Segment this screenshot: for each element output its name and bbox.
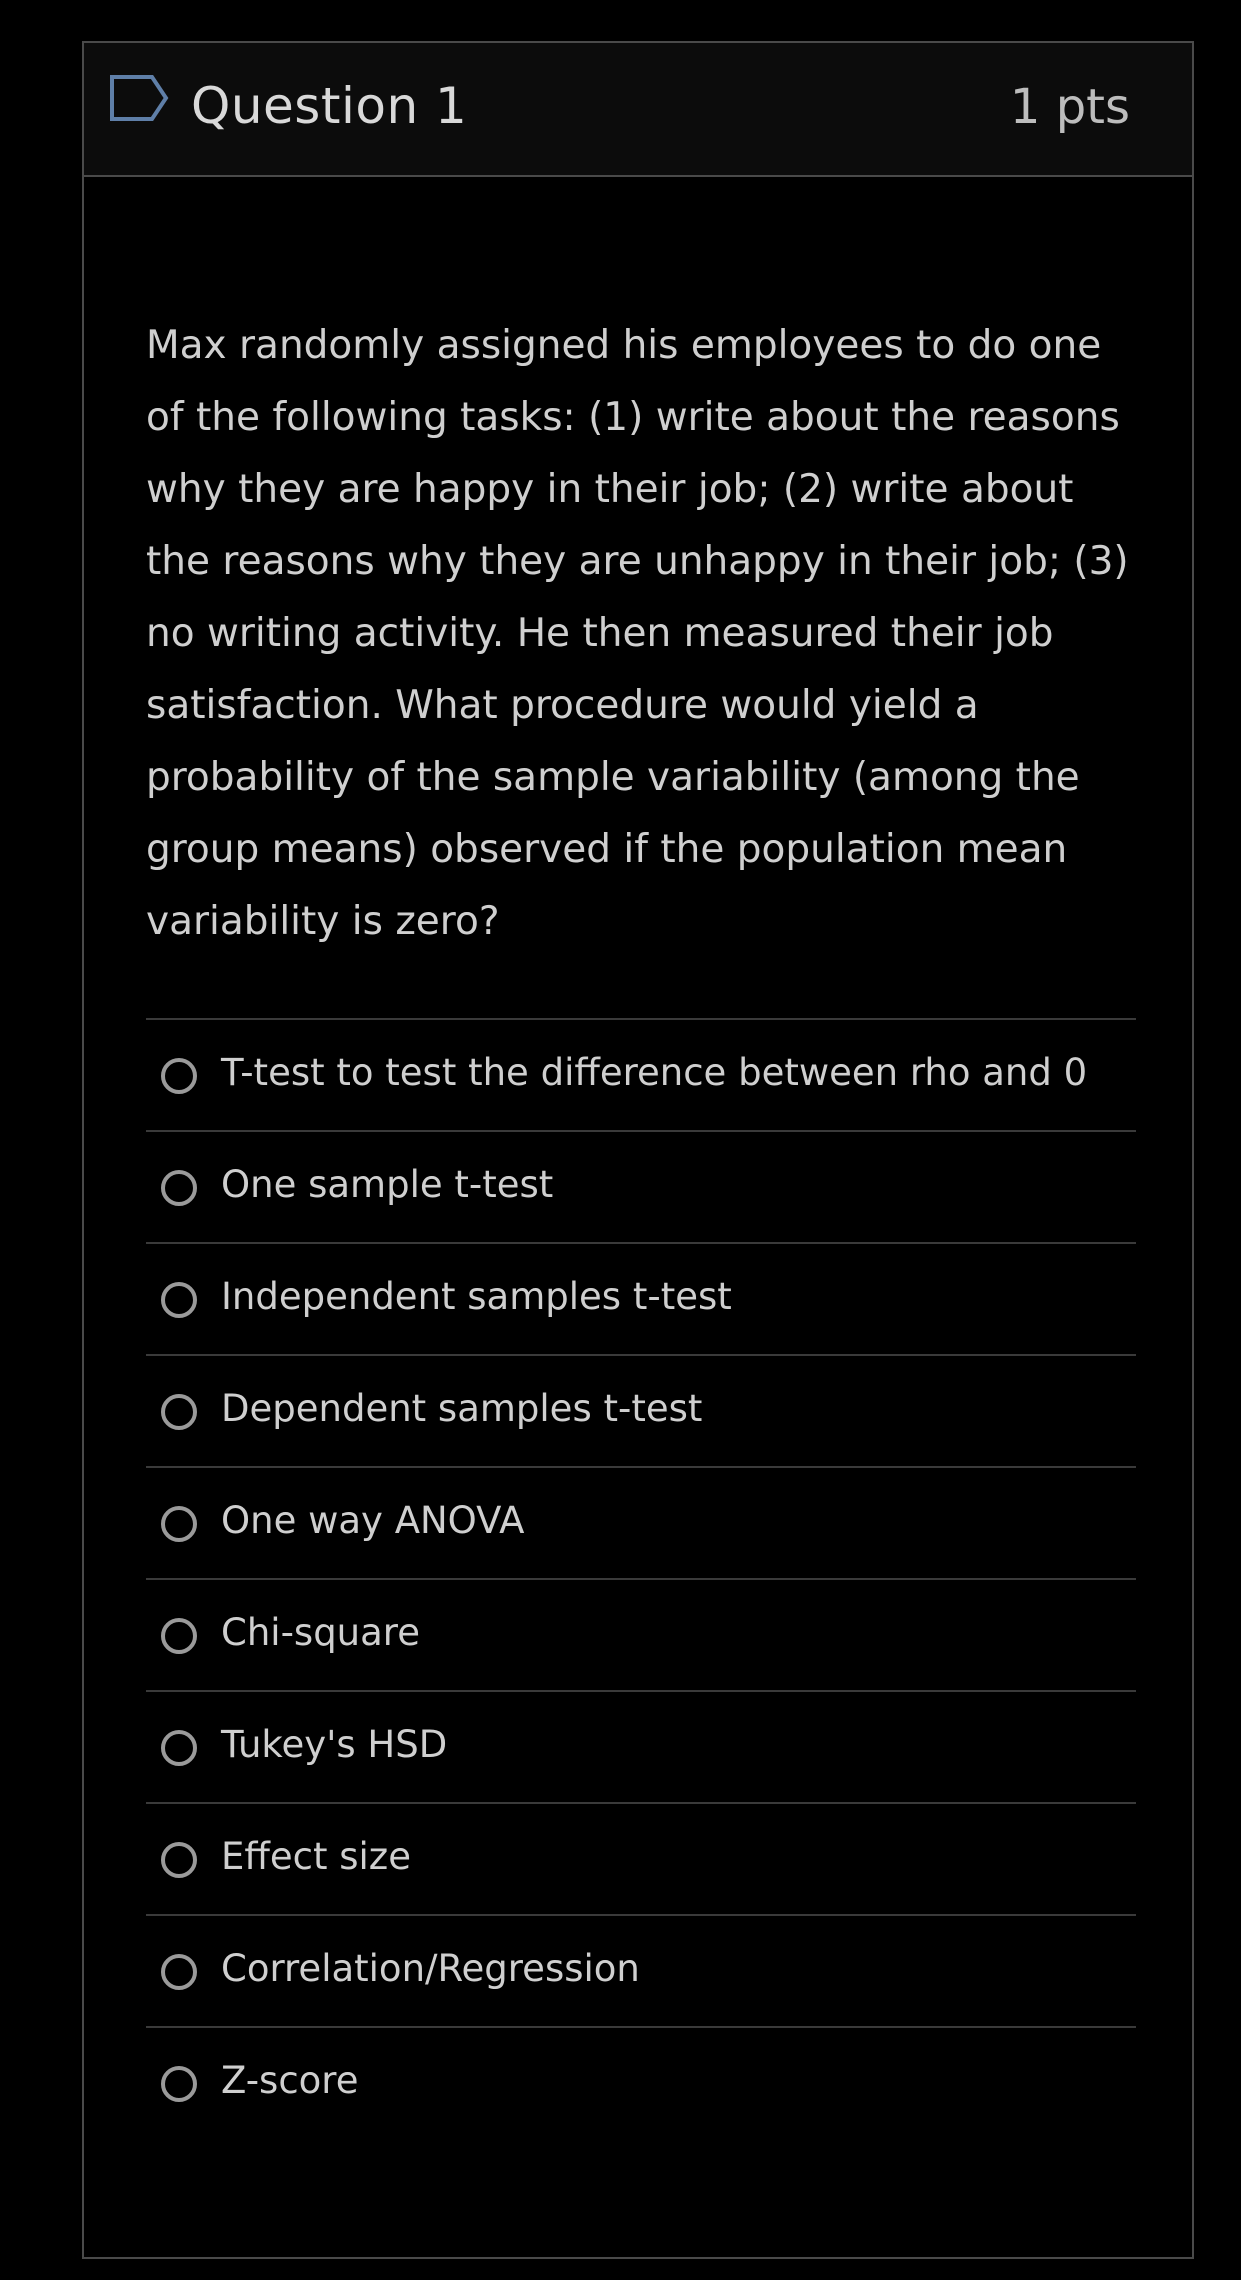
- answer-label[interactable]: One sample t-test: [221, 1163, 554, 1206]
- radio-button[interactable]: [161, 1730, 197, 1766]
- radio-button[interactable]: [161, 1618, 197, 1654]
- answer-label[interactable]: Effect size: [221, 1835, 411, 1878]
- answer-option[interactable]: [146, 1580, 1136, 1692]
- radio-button[interactable]: [161, 2066, 197, 2102]
- answer-option[interactable]: [146, 1468, 1136, 1580]
- question-title: Question 1: [191, 77, 468, 135]
- flag-icon[interactable]: [108, 73, 172, 123]
- answer-option[interactable]: [146, 1692, 1136, 1804]
- radio-button[interactable]: [161, 1954, 197, 1990]
- radio-button[interactable]: [161, 1842, 197, 1878]
- answer-label[interactable]: Z-score: [221, 2059, 359, 2102]
- answer-label[interactable]: Correlation/Regression: [221, 1947, 640, 1990]
- answer-label[interactable]: Tukey's HSD: [221, 1723, 448, 1766]
- answer-label[interactable]: One way ANOVA: [221, 1499, 525, 1542]
- radio-button[interactable]: [161, 1506, 197, 1542]
- radio-button[interactable]: [161, 1058, 197, 1094]
- answer-label[interactable]: Independent samples t-test: [221, 1275, 732, 1318]
- radio-button[interactable]: [161, 1394, 197, 1430]
- answer-option[interactable]: [146, 2028, 1136, 2140]
- question-card: [82, 41, 1194, 2259]
- radio-button[interactable]: [161, 1170, 197, 1206]
- answer-list: [146, 1018, 1136, 2140]
- answer-label[interactable]: Chi-square: [221, 1611, 420, 1654]
- radio-button[interactable]: [161, 1282, 197, 1318]
- answer-option[interactable]: [146, 1804, 1136, 1916]
- answer-option[interactable]: [146, 1020, 1136, 1132]
- answer-option[interactable]: [146, 1132, 1136, 1244]
- answer-option[interactable]: [146, 1244, 1136, 1356]
- question-points: 1 pts: [1009, 79, 1130, 135]
- answer-option[interactable]: [146, 1356, 1136, 1468]
- question-body: [146, 177, 1136, 2140]
- question-text: Max randomly assigned his employees to do one of the following tasks: (1) write about the reasons why they are happy in their job; (2) write about the reasons why they are unhappy in their job; (3) no writing activity. He then measured their job satisfaction. What procedure would yield a probability of the sample variability (among the group means) observed if the population mean variability is zero?: [146, 323, 1129, 944]
- answer-option[interactable]: [146, 1916, 1136, 2028]
- answer-label[interactable]: Dependent samples t-test: [221, 1387, 703, 1430]
- answer-label[interactable]: T-test to test the difference between rho and 0: [221, 1051, 1088, 1094]
- question-header: [84, 43, 1192, 177]
